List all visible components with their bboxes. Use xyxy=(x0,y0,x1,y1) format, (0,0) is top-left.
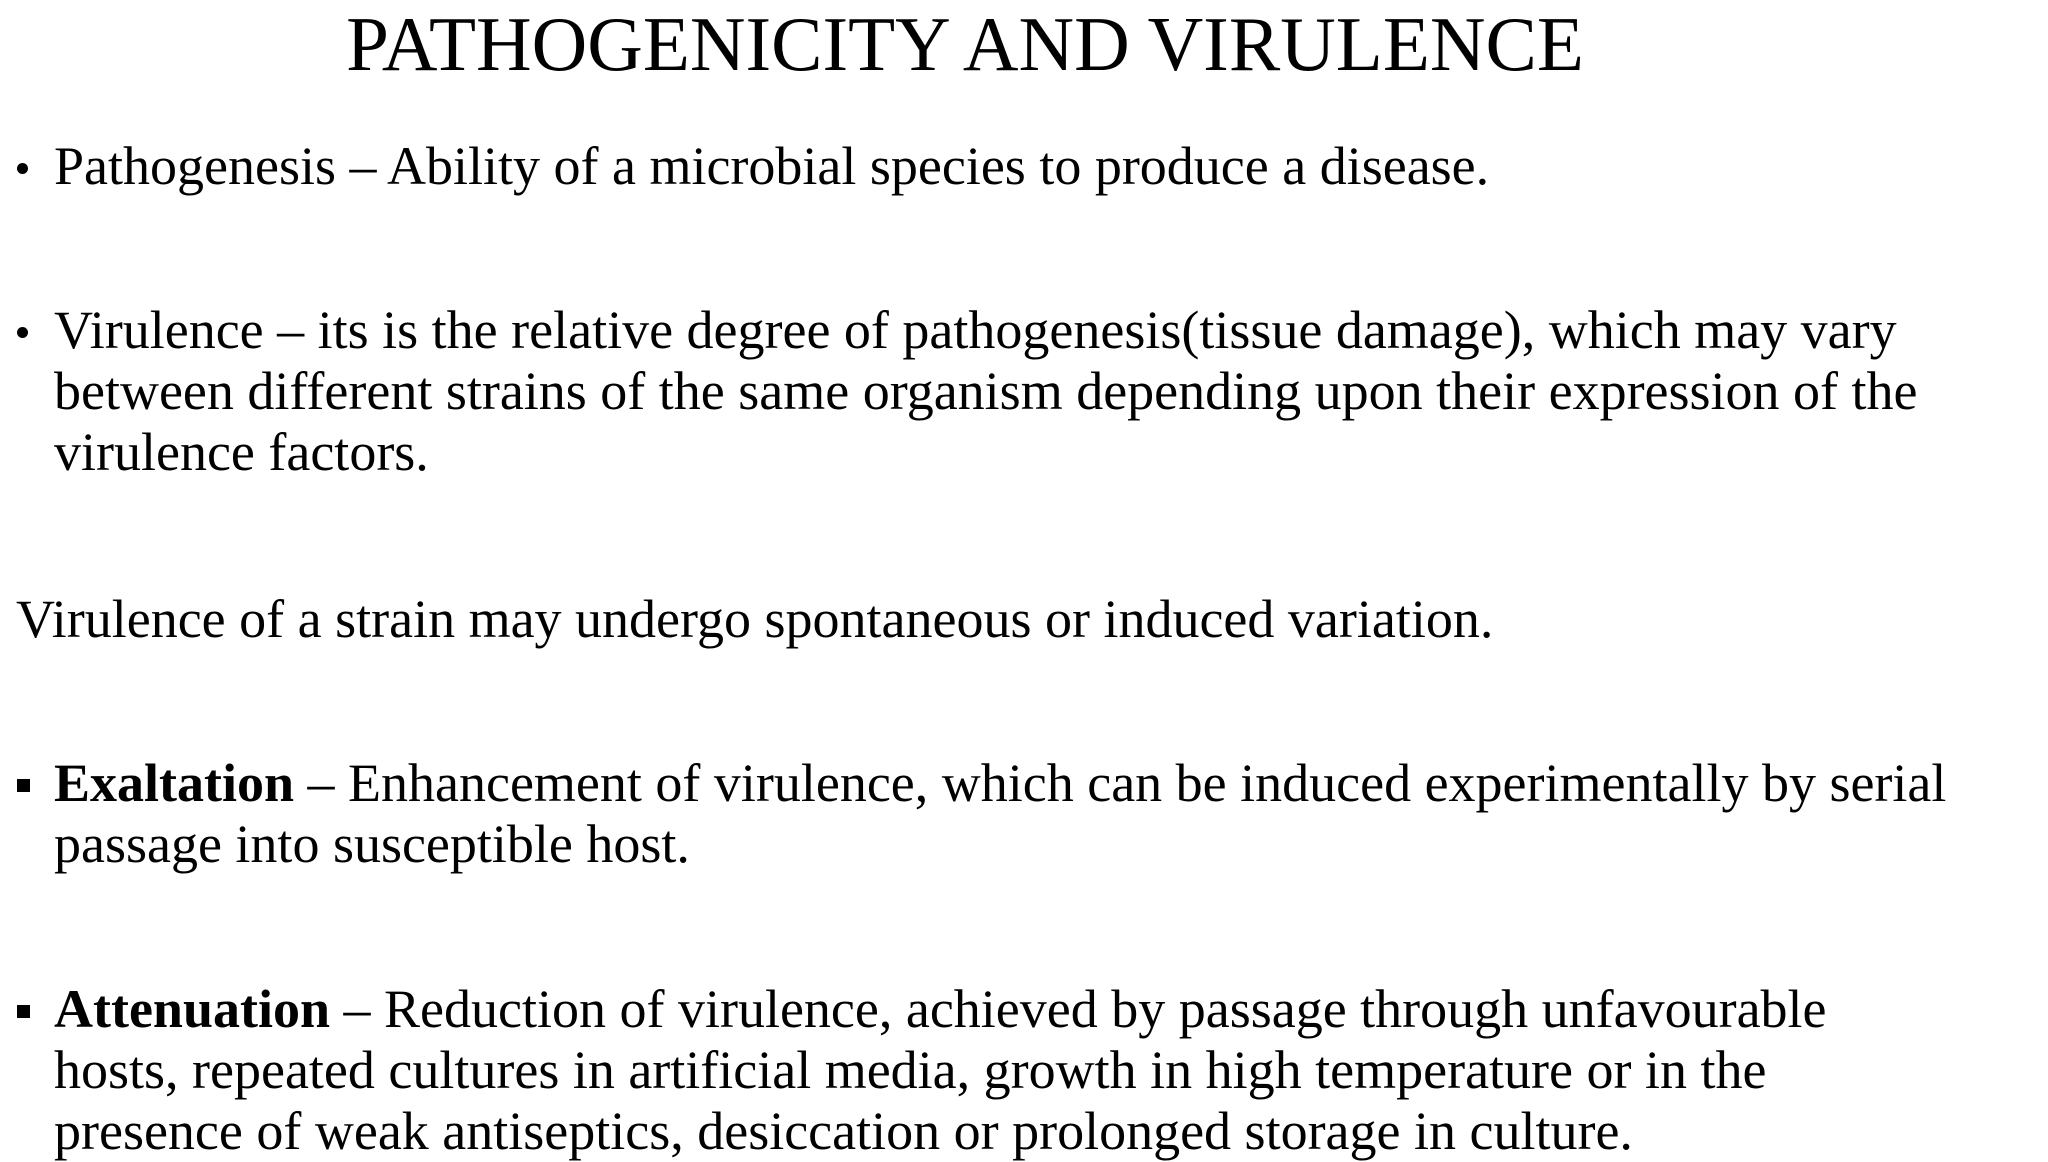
bullet-line: between different strains of the same organism depending upon their expression of the xyxy=(54,361,1918,421)
bullet-line xyxy=(54,753,2044,814)
bullet-line: virulence factors. xyxy=(54,422,429,482)
bullet-line: passage into susceptible host. xyxy=(54,814,690,874)
slide-title: PATHOGENICITY AND VIRULENCE xyxy=(346,1,1584,87)
term-attenuation: Attenuation xyxy=(54,979,331,1039)
bullet-text xyxy=(54,979,2044,1162)
variation-note: Virulence of a strain may undergo spontaneous or induced variation. xyxy=(16,589,1494,649)
bullet-line: presence of weak antiseptics, desiccation or prolonged storage in culture. xyxy=(54,1101,1633,1161)
bullet-text xyxy=(54,136,2044,197)
bullet-text xyxy=(54,753,2044,875)
bullet-line xyxy=(54,979,2044,1040)
bullet-line: Pathogenesis – Ability of a microbial species to produce a disease. xyxy=(54,136,1490,196)
exaltation-definition: – Enhancement of virulence, which can be induced experimentally by serial xyxy=(294,753,1947,813)
bullet-text xyxy=(54,300,2044,483)
bullet-line: hosts, repeated cultures in artificial media, growth in high temperature or in the xyxy=(54,1040,1767,1100)
attenuation-definition: – Reduction of virulence, achieved by passage through unfavourable xyxy=(330,979,1827,1039)
term-exaltation: Exaltation xyxy=(54,753,295,813)
bullet-line: Virulence – its is the relative degree of pathogenesis(tissue damage), which may vary xyxy=(54,300,1897,360)
